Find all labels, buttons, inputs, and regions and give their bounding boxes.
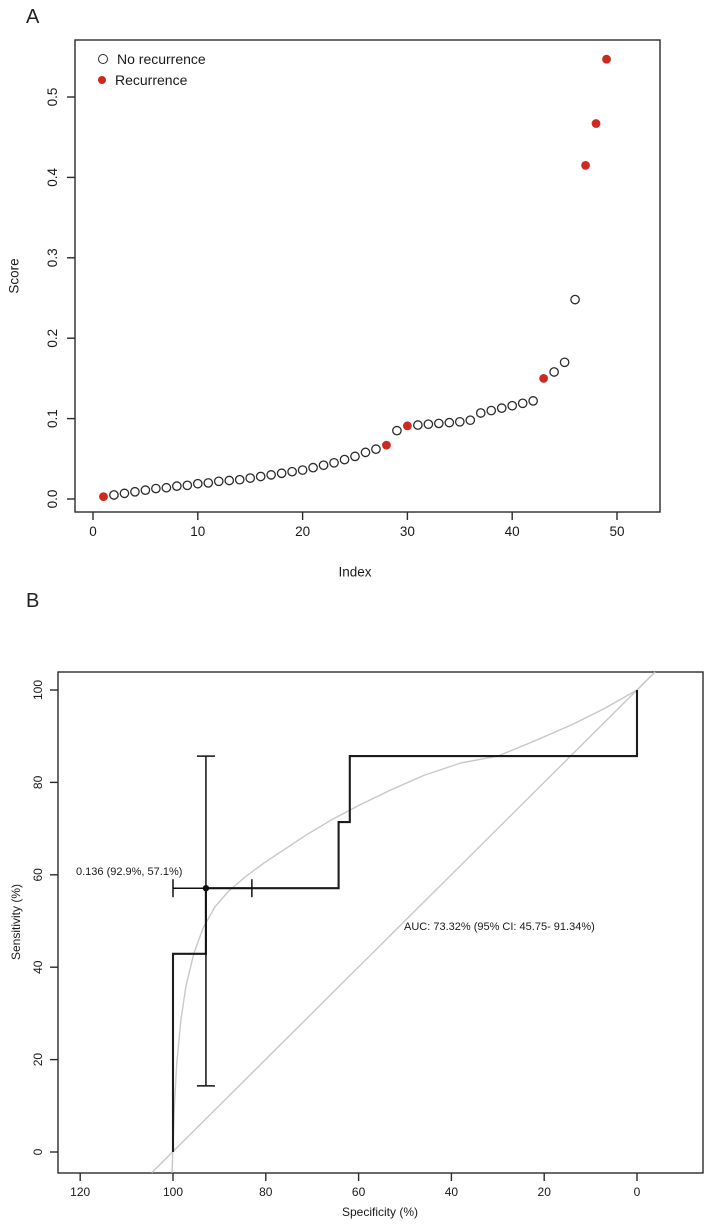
y-tick-label: 60 [31, 868, 45, 882]
panel-a-x-axis [89, 512, 624, 539]
panel-a-x-axis-title: Index [338, 564, 372, 580]
panel-b-box [58, 672, 703, 1173]
data-point-open [215, 477, 223, 485]
data-point-open [319, 461, 327, 469]
y-tick-label: 0.5 [45, 87, 60, 107]
data-point-open [560, 358, 568, 366]
x-tick-label: 120 [70, 1185, 91, 1199]
data-point-open [340, 455, 348, 463]
threshold-ci-bars [173, 756, 252, 1086]
legend-label-no-recurrence: No recurrence [117, 50, 206, 67]
y-tick-label: 0.4 [45, 168, 60, 187]
panel-a-y-axis-title: Score [6, 258, 22, 294]
series-no-recurrence [110, 295, 580, 499]
data-point-open [435, 419, 443, 427]
filled-dot-icon [98, 76, 106, 84]
legend-row-recurrence [98, 70, 206, 89]
data-point-open [141, 486, 149, 494]
x-tick-label: 10 [190, 524, 206, 539]
data-point-open [152, 484, 160, 492]
data-point-filled [539, 374, 548, 383]
panel-b-y-axis [31, 680, 58, 1156]
y-tick-label: 0.0 [45, 489, 60, 509]
y-tick-label: 0.2 [45, 328, 60, 348]
series-recurrence [99, 55, 611, 501]
x-tick-label: 80 [259, 1185, 273, 1199]
data-point-open [445, 418, 453, 426]
data-point-filled [602, 55, 611, 64]
x-tick-label: 0 [633, 1185, 641, 1199]
data-point-open [277, 469, 285, 477]
x-tick-label: 20 [295, 524, 311, 539]
legend-label-recurrence: Recurrence [115, 71, 188, 88]
legend-row-no-recurrence [98, 49, 206, 68]
data-point-open [194, 480, 202, 488]
y-tick-label: 0 [31, 1148, 45, 1156]
data-point-open [120, 489, 128, 497]
y-tick-label: 20 [31, 1052, 45, 1067]
panel-b-letter: B [26, 590, 40, 612]
data-point-open [424, 420, 432, 428]
data-point-open [162, 484, 170, 492]
data-point-open [131, 488, 139, 496]
data-point-filled [403, 421, 412, 430]
data-point-open [393, 426, 401, 434]
panel-b-x-axis [70, 1173, 640, 1199]
x-tick-label: 40 [444, 1185, 459, 1199]
data-point-open [571, 295, 579, 303]
x-tick-label: 50 [609, 524, 625, 539]
data-point-open [361, 448, 369, 456]
x-tick-label: 30 [399, 524, 415, 539]
panel-a-y-axis [45, 88, 75, 509]
data-point-filled [581, 161, 590, 170]
panel-a-plot [45, 40, 660, 539]
y-tick-label: 40 [31, 960, 45, 974]
panel-b-x-axis-title: Specificity (%) [341, 1205, 419, 1219]
data-point-open [351, 452, 359, 460]
data-point-open [456, 418, 464, 426]
panel-a-box [75, 40, 660, 512]
data-point-open [330, 459, 338, 467]
data-point-open [487, 406, 495, 414]
data-point-open [225, 476, 233, 484]
data-point-open [288, 467, 296, 475]
data-point-open [518, 399, 526, 407]
data-point-open [372, 445, 380, 453]
y-tick-label: 0.3 [45, 248, 60, 268]
data-point-open [414, 421, 422, 429]
x-tick-label: 100 [162, 1185, 184, 1199]
data-point-filled [99, 492, 108, 501]
y-tick-label: 100 [31, 679, 45, 701]
x-tick-label: 0 [89, 524, 97, 539]
data-point-open [298, 466, 306, 474]
threshold-point [203, 885, 209, 891]
data-point-open [256, 472, 264, 480]
panel-a-legend [98, 49, 206, 89]
data-point-open [466, 416, 474, 424]
data-point-open [508, 402, 516, 410]
panel-b-y-axis-title: Sensitivity (%) [9, 883, 23, 961]
panel-a-letter: A [26, 6, 40, 28]
x-tick-label: 40 [504, 524, 520, 539]
x-tick-label: 60 [351, 1185, 366, 1199]
data-point-open [246, 474, 254, 482]
data-point-open [550, 368, 558, 376]
data-point-open [173, 482, 181, 490]
auc-annotation: AUC: 73.32% (95% CI: 45.75- 91.34%) [404, 921, 595, 933]
y-tick-label: 80 [31, 775, 45, 790]
panel-b-plot [31, 672, 703, 1199]
y-tick-label: 0.1 [45, 409, 60, 428]
data-point-open [236, 476, 244, 484]
threshold-annotation: 0.136 (92.9%, 57.1%) [76, 866, 183, 878]
data-point-filled [592, 119, 601, 128]
data-point-open [498, 404, 506, 412]
data-point-open [183, 481, 191, 489]
data-point-open [267, 471, 275, 479]
data-point-open [204, 479, 212, 487]
x-tick-label: 20 [537, 1185, 551, 1199]
open-circle-icon [98, 54, 108, 64]
data-point-open [110, 491, 118, 499]
data-point-open [477, 409, 485, 417]
data-point-filled [382, 441, 391, 450]
data-point-open [309, 463, 317, 471]
data-point-open [529, 397, 537, 405]
